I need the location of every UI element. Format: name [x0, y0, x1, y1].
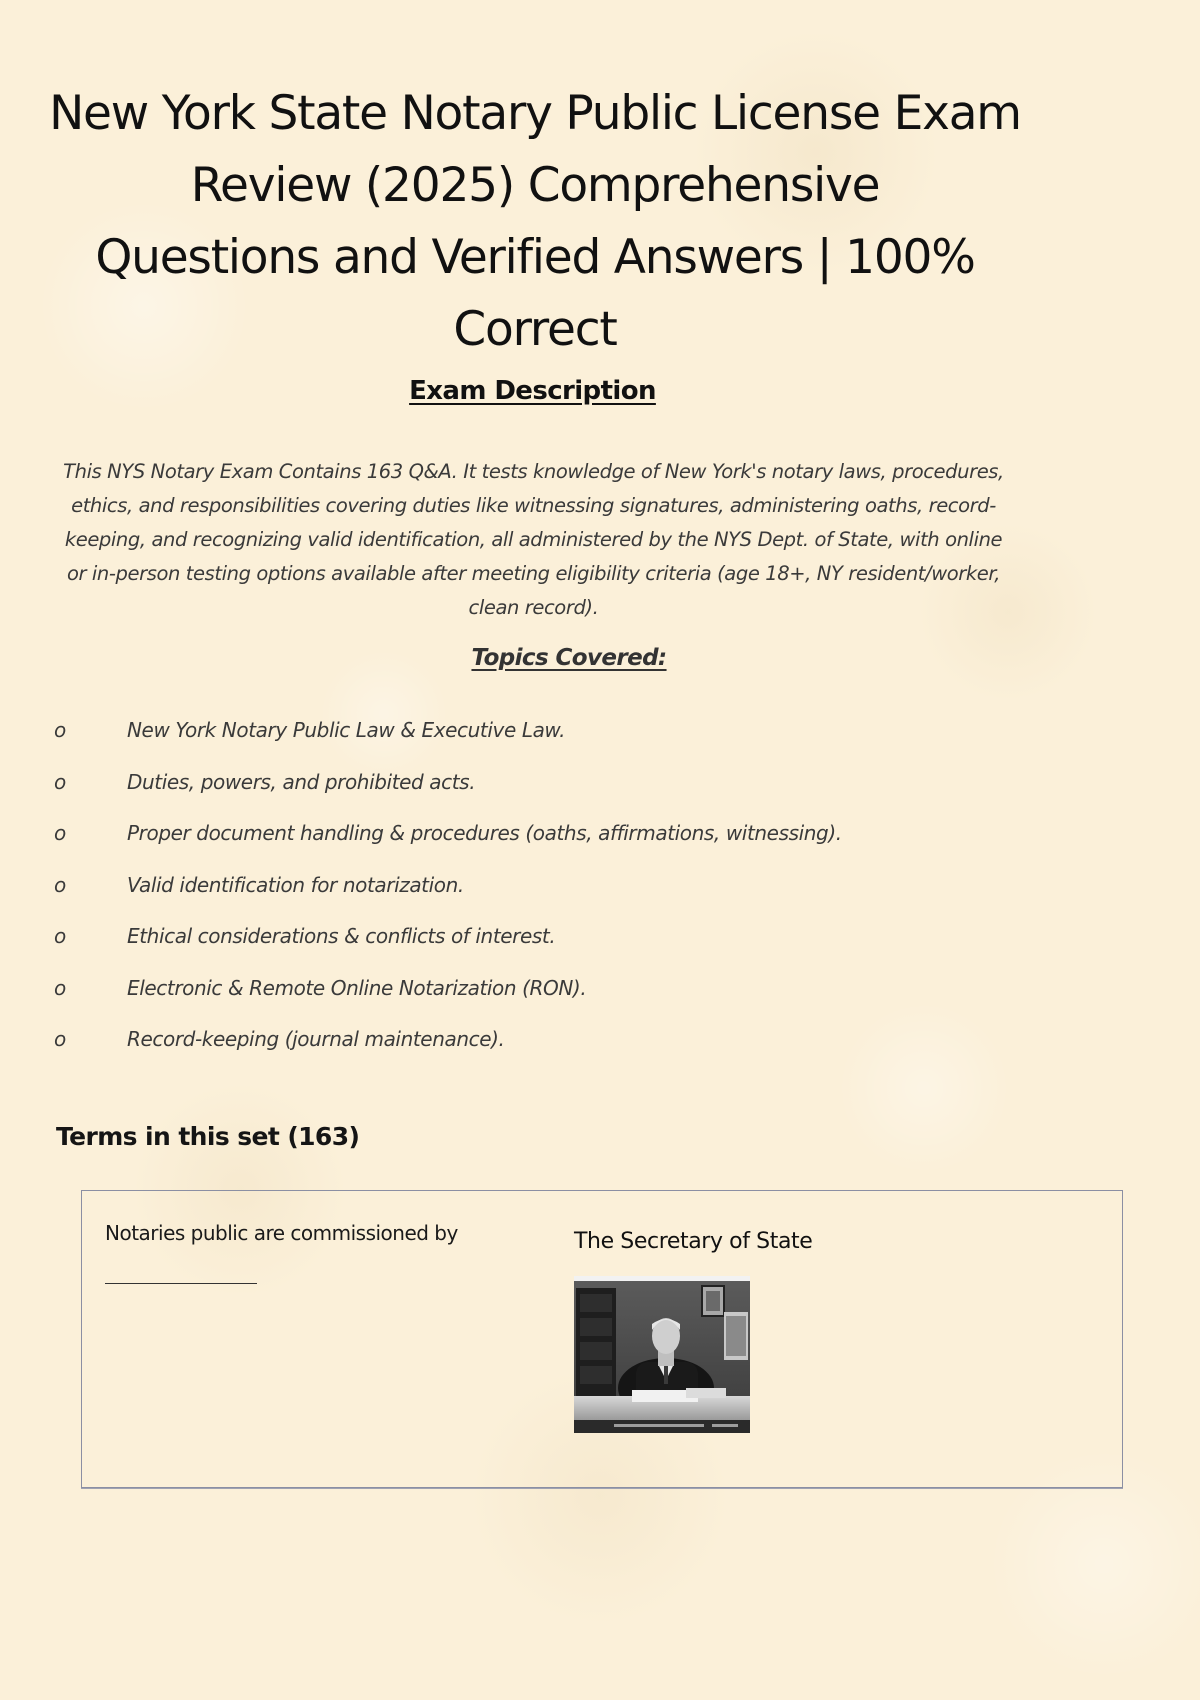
- title-line-1: New York State Notary Public License Exam: [49, 86, 1021, 141]
- document-title: [40, 78, 1030, 366]
- flashcard: [81, 1190, 1123, 1488]
- fill-in-blank-line: [105, 1283, 257, 1284]
- bullet-marker: o: [54, 975, 66, 1000]
- topic-text: Valid identification for notarization.: [127, 872, 464, 897]
- list-item: [54, 1021, 1054, 1073]
- list-item: [54, 970, 1054, 1022]
- list-item: [54, 815, 1054, 867]
- list-item: [54, 867, 1054, 919]
- list-item: [54, 764, 1054, 816]
- bullet-marker: o: [54, 769, 66, 794]
- list-item: [54, 712, 1054, 764]
- list-item: [54, 918, 1054, 970]
- topic-text: Duties, powers, and prohibited acts.: [127, 769, 476, 794]
- topic-text: Proper document handling & procedures (oaths, affirmations, witnessing).: [127, 821, 842, 845]
- topic-text: New York Notary Public Law & Executive Law.: [127, 718, 566, 742]
- topics-list: [54, 712, 1054, 1073]
- bullet-marker: o: [54, 924, 66, 948]
- exam-description-text: This NYS Notary Exam Contains 163 Q&A. It tests knowledge of New York's notary laws, procedures, ethics, and responsibilities covering duties like witnessing signatures, administering oaths, record-keeping, and recognizing valid identification, all administered by the NYS Dept. of State, with online or in-person testing options available after meeting eligibility criteria (age 18+, NY resident/worker, clean record).: [63, 460, 1004, 619]
- topic-text: Electronic & Remote Online Notarization (RON).: [127, 975, 587, 1000]
- card-question: Notaries public are commissioned by: [105, 1221, 458, 1245]
- card-divider: [552, 1219, 553, 1447]
- portrait-photo-icon: [574, 1276, 750, 1433]
- bullet-marker: o: [54, 718, 66, 742]
- bullet-marker: o: [54, 1027, 66, 1051]
- topic-text: Record-keeping (journal maintenance).: [127, 1027, 505, 1051]
- title-line-2: Review (2025) Comprehensive Questions and Verified Answers | 100% Correct: [95, 158, 975, 357]
- bullet-marker: o: [54, 872, 66, 897]
- terms-heading: Terms in this set (163): [56, 1122, 360, 1151]
- bullet-marker: o: [54, 821, 66, 845]
- topics-covered-heading: Topics Covered:: [471, 645, 667, 671]
- topic-text: Ethical considerations & conflicts of interest.: [127, 924, 556, 948]
- card-answer: The Secretary of State: [574, 1229, 813, 1254]
- exam-description-heading: Exam Description: [409, 376, 656, 406]
